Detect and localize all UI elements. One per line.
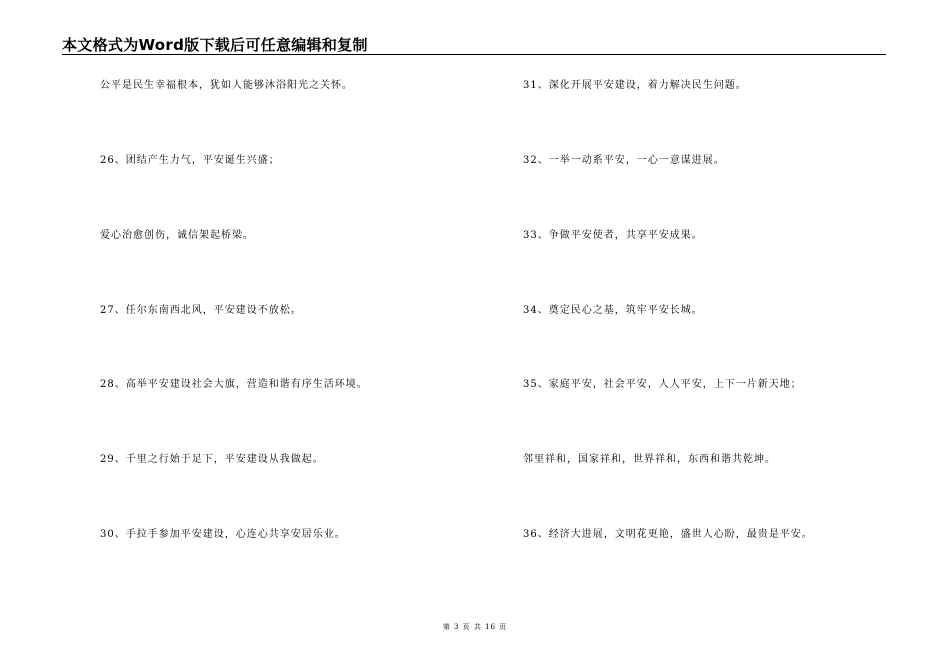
text-line: 29、千里之行始于足下，平安建设从我做起。 — [100, 454, 324, 465]
text-line: 36、经济大进展，文明花更艳，盛世人心盼，最贵是平安。 — [523, 529, 813, 540]
document-header-title: 本文格式为Word版下载后可任意编辑和复制 — [62, 36, 368, 54]
text-line: 35、家庭平安，社会平安，人人平安，上下一片新天地； — [523, 379, 802, 390]
text-line: 34、奠定民心之基，筑牢平安长城。 — [523, 305, 703, 316]
text-line: 公平是民生幸福根本，犹如人能够沐浴阳光之关怀。 — [100, 80, 353, 91]
page-number-footer: 第 3 页 共 16 页 — [442, 623, 508, 631]
text-line: 26、团结产生力气，平安诞生兴盛； — [100, 155, 280, 166]
text-line: 28、高举平安建设社会大旗，营造和谐有序生活环境。 — [100, 379, 368, 390]
right-text-column — [523, 0, 903, 672]
left-text-column — [100, 0, 480, 672]
text-line: 邻里祥和，国家祥和，世界祥和，东西和谐共乾坤。 — [523, 454, 776, 465]
text-line: 31、深化开展平安建设，着力解决民生问题。 — [523, 80, 747, 91]
text-line: 30、手拉手参加平安建设，心连心共享安居乐业。 — [100, 529, 346, 540]
text-line: 27、任尔东南西北风，平安建设不放松。 — [100, 305, 302, 316]
text-line: 爱心治愈创伤，诚信架起桥梁。 — [100, 230, 254, 241]
text-line: 32、一举一动系平安，一心一意谋进展。 — [523, 155, 725, 166]
text-line: 33、争做平安使者，共享平安成果。 — [523, 230, 703, 241]
